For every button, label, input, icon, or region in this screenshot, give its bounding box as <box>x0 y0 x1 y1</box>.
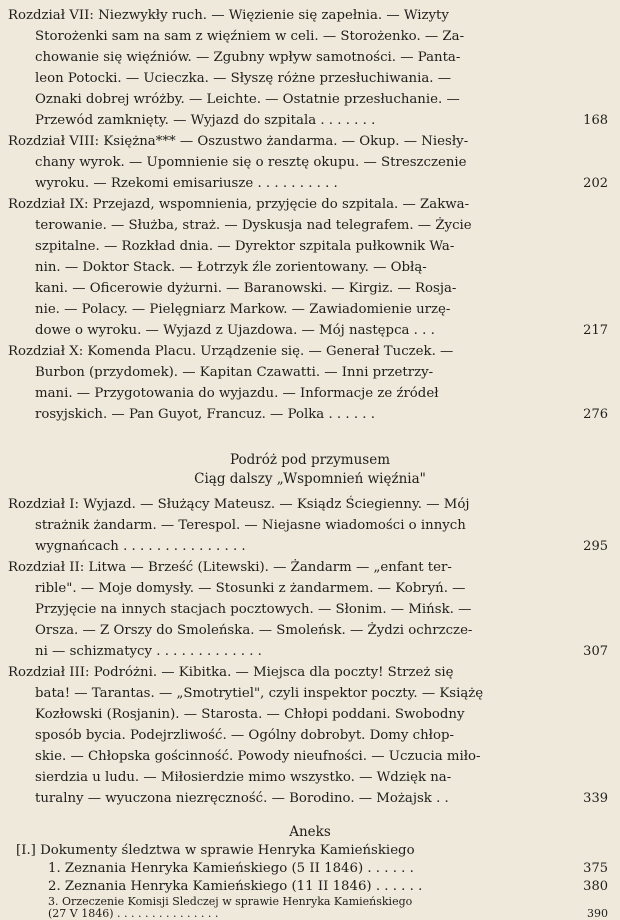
toc-line <box>0 383 620 404</box>
entry-text: szpitalne. — Rozkład dnia. — Dyrektor szpitala pułkownik Wa- <box>35 239 455 254</box>
entry-text: Burbon (przydomek). — Kapitan Czawatti. — Inni przetrzy- <box>35 365 434 380</box>
entry-text: 2. Zeznania Henryka Kamieńskiego (11 II 1846) . . . . . . <box>48 879 423 894</box>
toc-line <box>0 89 620 110</box>
toc-line <box>0 194 620 215</box>
entry-text: sierdzia u ludu. — Miłosierdzie mimo wszystko. — Wdzięk na- <box>35 770 452 785</box>
entry-text: skie. — Chłopska gościnność. Powody nieufności. — Uczucia miło- <box>35 749 481 764</box>
toc-line <box>0 26 620 47</box>
page-number: 375 <box>583 861 608 876</box>
entry-text: Storożenki sam na sam z więźniem w celi. — Storożenko. — Za- <box>35 29 465 44</box>
toc-line <box>0 599 620 620</box>
entry-text: nin. — Doktor Stack. — Łotrzyk źle zorientowany. — Obłą- <box>35 260 427 275</box>
page-number: 380 <box>583 879 608 894</box>
entry-text: ni — schizmatycy . . . . . . . . . . . . . <box>35 644 262 659</box>
entry-text: Rozdział VII: Niezwykły ruch. — Więzienie się zapełnia. — Wizyty <box>8 8 449 23</box>
toc-line <box>0 257 620 278</box>
toc-line <box>0 908 620 920</box>
entry-text: sposób bycia. Podejrzliwość. — Ogólny dobrobyt. Domy chłop- <box>35 728 454 743</box>
entry-text: nie. — Polacy. — Pielęgniarz Markow. — Zawiadomienie urzę- <box>35 302 451 317</box>
toc-line <box>0 725 620 746</box>
entry-text: mani. — Przygotowania do wyjazdu. — Informacje ze źródeł <box>35 386 439 401</box>
entry-text: Rozdział IX: Przejazd, wspomnienia, przyjęcie do szpitala. — Zakwa- <box>8 197 470 212</box>
toc-line <box>0 5 620 26</box>
toc-line <box>0 683 620 704</box>
toc-line <box>0 494 620 515</box>
toc-line <box>0 704 620 725</box>
page-number: 276 <box>583 407 608 422</box>
toc-line <box>0 578 620 599</box>
toc-line <box>0 341 620 362</box>
section-title: Podróż pod przymusem <box>229 452 391 468</box>
toc-line <box>0 152 620 173</box>
entry-text: Oznaki dobrej wróżby. — Leichte. — Ostatnie przesłuchanie. — <box>35 92 460 107</box>
toc-line <box>0 662 620 683</box>
page-number: 202 <box>583 176 608 191</box>
toc-line <box>0 746 620 767</box>
toc-line <box>0 47 620 68</box>
entry-text: Kozłowski (Rosjanin). — Starosta. — Chłopi poddani. Swobodny <box>35 707 465 722</box>
entry-text: strażnik żandarm. — Terespol. — Niejasne wiadomości o innych <box>35 518 466 533</box>
entry-text: kani. — Oficerowie dyżurni. — Baranowski. — Kirgiz. — Rosja- <box>35 281 457 296</box>
entry-text: leon Potocki. — Ucieczka. — Słyszę różne przesłuchiwania. — <box>35 71 451 86</box>
page-number: 339 <box>583 791 608 806</box>
page-number: 307 <box>583 644 608 659</box>
entry-text: bata! — Tarantas. — „Smotrytiel", czyli inspektor poczty. — Książę <box>35 686 484 701</box>
toc-line <box>0 878 620 896</box>
entry-text: Rozdział I: Wyjazd. — Służący Mateusz. — Ksiądz Ściegienny. — Mój <box>8 497 470 512</box>
entry-text: wygnańcach . . . . . . . . . . . . . . . <box>35 539 246 554</box>
entry-text: Rozdział X: Komenda Placu. Urządzenie się. — Generał Tuczek. — <box>8 344 454 359</box>
annex-title: Aneks <box>289 824 331 840</box>
entry-text: dowe o wyroku. — Wyjazd z Ujazdowa. — Mój następca . . . <box>35 323 435 338</box>
entry-text: rible". — Moje domysły. — Stosunki z żandarmem. — Kobryń. — <box>35 581 466 596</box>
page-number: 295 <box>583 539 608 554</box>
toc-line <box>0 362 620 383</box>
entry-text: (27 V 1846) . . . . . . . . . . . . . . . <box>48 908 219 920</box>
entry-text: chany wyrok. — Upomnienie się o resztę okupu. — Streszczenie <box>35 155 467 170</box>
entry-text: Przewód zamknięty. — Wyjazd do szpitala . . . . . . . <box>35 113 376 128</box>
entry-text: Przyjęcie na innych stacjach pocztowych. — Słonim. — Mińsk. — <box>35 602 472 617</box>
toc-line <box>0 515 620 536</box>
page-number: 390 <box>587 908 608 920</box>
entry-text: chowanie się więźniów. — Zgubny wpływ samotności. — Panta- <box>35 50 461 65</box>
toc-line <box>0 320 620 341</box>
section-subtitle: Ciąg dalszy „Wspomnień więźnia" <box>194 471 426 487</box>
toc-line <box>0 404 620 425</box>
page-number: 217 <box>583 323 608 338</box>
entry-text: [I.] Dokumenty śledztwa w sprawie Henryka Kamieńskiego <box>16 843 415 858</box>
toc-line <box>0 110 620 131</box>
entry-text: wyroku. — Rzekomi emisariusze . . . . . . . . . . <box>35 176 338 191</box>
entry-text: 3. Orzeczenie Komisji Śledczej w sprawie Henryka Kamieńskiego <box>48 896 413 908</box>
toc-line <box>0 788 620 809</box>
toc-line <box>0 236 620 257</box>
toc-line <box>0 278 620 299</box>
toc-line <box>0 68 620 89</box>
toc-line <box>0 131 620 152</box>
toc-line <box>0 767 620 788</box>
entry-text: turalny — wyuczona niezręczność. — Borodino. — Możajsk . . <box>35 791 449 806</box>
toc-line <box>0 173 620 194</box>
toc-line <box>0 299 620 320</box>
toc-line <box>0 557 620 578</box>
entry-text: Rozdział VIII: Księżna*** — Oszustwo żandarma. — Okup. — Niesły- <box>8 134 469 149</box>
entry-text: rosyjskich. — Pan Guyot, Francuz. — Polka . . . . . . <box>35 407 375 422</box>
entry-text: 1. Zeznania Henryka Kamieńskiego (5 II 1846) . . . . . . <box>48 861 414 876</box>
page-number: 168 <box>583 113 608 128</box>
toc-line <box>0 860 620 878</box>
toc-line <box>0 620 620 641</box>
toc-line <box>0 641 620 662</box>
toc-line <box>0 215 620 236</box>
toc-line <box>0 842 620 860</box>
toc-line <box>0 896 620 908</box>
entry-text: Rozdział II: Litwa — Brześć (Litewski). — Żandarm — „enfant ter- <box>8 560 452 575</box>
entry-text: Rozdział III: Podróżni. — Kibitka. — Miejsca dla poczty! Strzeż się <box>8 665 454 680</box>
toc-line <box>0 536 620 557</box>
entry-text: terowanie. — Służba, straż. — Dyskusja nad telegrafem. — Życie <box>35 218 472 233</box>
entry-text: Orsza. — Z Orszy do Smoleńska. — Smoleńsk. — Żydzi ochrzcze- <box>35 623 473 638</box>
